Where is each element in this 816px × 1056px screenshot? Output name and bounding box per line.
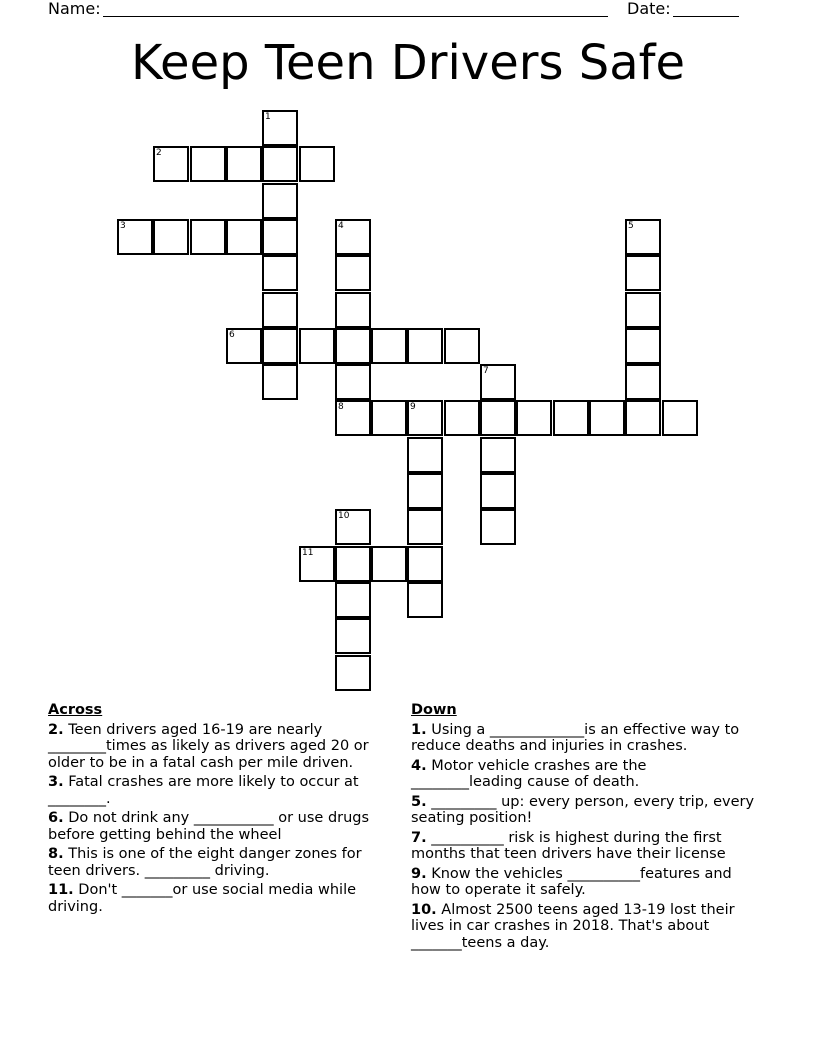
clue-number: 1. (411, 721, 427, 738)
clue-number-label: 4 (338, 221, 344, 231)
grid-cell[interactable] (299, 546, 335, 582)
down-clue (411, 902, 761, 952)
clue-number: 2. (48, 721, 64, 738)
grid-cell[interactable] (407, 509, 443, 545)
grid-cell[interactable] (226, 219, 262, 255)
down-clues (411, 702, 761, 954)
clue-number-label: 2 (156, 148, 162, 158)
grid-cell[interactable] (371, 546, 407, 582)
clue-number-label: 11 (302, 548, 314, 558)
grid-cell[interactable] (299, 328, 335, 364)
clue-number-label: 10 (338, 511, 350, 521)
grid-cell[interactable] (299, 146, 335, 182)
grid-cell[interactable] (480, 473, 516, 509)
clue-text: Motor vehicle crashes are the ________leading cause of death. (411, 757, 647, 790)
clue-text: Fatal crashes are more likely to occur at ________. (48, 774, 359, 807)
grid-cell[interactable] (335, 364, 371, 400)
grid-cell[interactable] (226, 146, 262, 182)
grid-cell[interactable] (625, 400, 661, 436)
down-clue (411, 866, 761, 899)
grid-cell[interactable] (407, 546, 443, 582)
clue-number: 7. (411, 829, 427, 846)
clue-number: 8. (48, 846, 64, 862)
grid-cell[interactable] (625, 292, 661, 328)
grid-cell[interactable] (262, 219, 298, 255)
clue-number-label: 1 (265, 112, 271, 122)
across-clue (48, 810, 393, 843)
grid-cell[interactable] (190, 219, 226, 255)
grid-cell[interactable] (335, 655, 371, 691)
down-clue (411, 758, 761, 791)
clue-number: 9. (411, 865, 427, 882)
clue-number: 4. (411, 757, 427, 774)
clue-text: Using a _____________is an effective way to reduce deaths and injuries in crashes. (411, 721, 740, 754)
clue-number: 11. (48, 882, 74, 898)
clue-number: 3. (48, 774, 64, 790)
date-label: Date: (627, 0, 671, 18)
grid-cell[interactable] (625, 219, 661, 255)
grid-cell[interactable] (335, 509, 371, 545)
across-clues (48, 702, 393, 918)
grid-cell[interactable] (335, 219, 371, 255)
grid-cell[interactable] (589, 400, 625, 436)
grid-cell[interactable] (117, 219, 153, 255)
across-clue (48, 882, 393, 915)
clue-number: 6. (48, 810, 64, 826)
grid-cell[interactable] (444, 400, 480, 436)
clue-text: _________ up: every person, every trip, every seating position! (411, 793, 755, 826)
across-clue (48, 774, 393, 807)
grid-cell[interactable] (262, 146, 298, 182)
grid-cell[interactable] (335, 328, 371, 364)
clue-number: 10. (411, 901, 437, 918)
down-clue (411, 794, 761, 827)
grid-cell[interactable] (480, 509, 516, 545)
grid-cell[interactable] (407, 473, 443, 509)
grid-cell[interactable] (407, 400, 443, 436)
grid-cell[interactable] (625, 364, 661, 400)
grid-cell[interactable] (226, 328, 262, 364)
clue-text: __________ risk is highest during the first months that teen drivers have their license (411, 829, 726, 862)
grid-cell[interactable] (444, 328, 480, 364)
grid-cell[interactable] (516, 400, 552, 436)
clue-number-label: 6 (229, 330, 235, 340)
grid-cell[interactable] (407, 582, 443, 618)
grid-cell[interactable] (262, 255, 298, 291)
clue-number-label: 7 (483, 366, 489, 376)
clue-text: Don't _______or use social media while driving. (48, 882, 357, 915)
clue-text: Teen drivers aged 16-19 are nearly ________times as likely as drivers aged 20 or older to be in a fatal cash per mile driven. (48, 721, 369, 771)
grid-cell[interactable] (153, 146, 189, 182)
grid-cell[interactable] (407, 328, 443, 364)
clue-number-label: 9 (410, 402, 416, 412)
grid-cell[interactable] (262, 328, 298, 364)
grid-cell[interactable] (190, 146, 226, 182)
across-clue (48, 722, 393, 772)
grid-cell[interactable] (371, 328, 407, 364)
clue-number-label: 3 (120, 221, 126, 231)
grid-cell[interactable] (625, 328, 661, 364)
grid-cell[interactable] (335, 255, 371, 291)
grid-cell[interactable] (480, 364, 516, 400)
grid-cell[interactable] (335, 400, 371, 436)
grid-cell[interactable] (335, 546, 371, 582)
clue-text: Know the vehicles __________features and how to operate it safely. (411, 865, 732, 898)
puzzle-title: Keep Teen Drivers Safe (130, 35, 686, 91)
grid-cell[interactable] (262, 292, 298, 328)
name-label: Name: (48, 0, 101, 18)
grid-cell[interactable] (480, 400, 516, 436)
across-heading: Across (48, 702, 103, 718)
grid-cell[interactable] (335, 582, 371, 618)
down-clue (411, 722, 761, 755)
grid-cell[interactable] (262, 110, 298, 146)
grid-cell[interactable] (371, 400, 407, 436)
clue-text: Do not drink any ___________ or use drugs before getting behind the wheel (48, 810, 370, 843)
grid-cell[interactable] (480, 437, 516, 473)
grid-cell[interactable] (335, 618, 371, 654)
down-heading: Down (411, 702, 457, 718)
grid-cell[interactable] (262, 364, 298, 400)
grid-cell[interactable] (153, 219, 189, 255)
down-clue (411, 830, 761, 863)
grid-cell[interactable] (553, 400, 589, 436)
grid-cell[interactable] (662, 400, 698, 436)
clue-number-label: 5 (628, 221, 634, 231)
grid-cell[interactable] (625, 255, 661, 291)
clue-number: 5. (411, 793, 427, 810)
grid-cell[interactable] (407, 437, 443, 473)
across-clue (48, 846, 393, 879)
clue-number-label: 8 (338, 402, 344, 412)
grid-cell[interactable] (262, 183, 298, 219)
grid-cell[interactable] (335, 292, 371, 328)
clue-text: This is one of the eight danger zones for teen drivers. _________ driving. (48, 846, 362, 879)
clue-text: Almost 2500 teens aged 13-19 lost their lives in car crashes in 2018. That's about _______teens a day. (411, 901, 735, 951)
